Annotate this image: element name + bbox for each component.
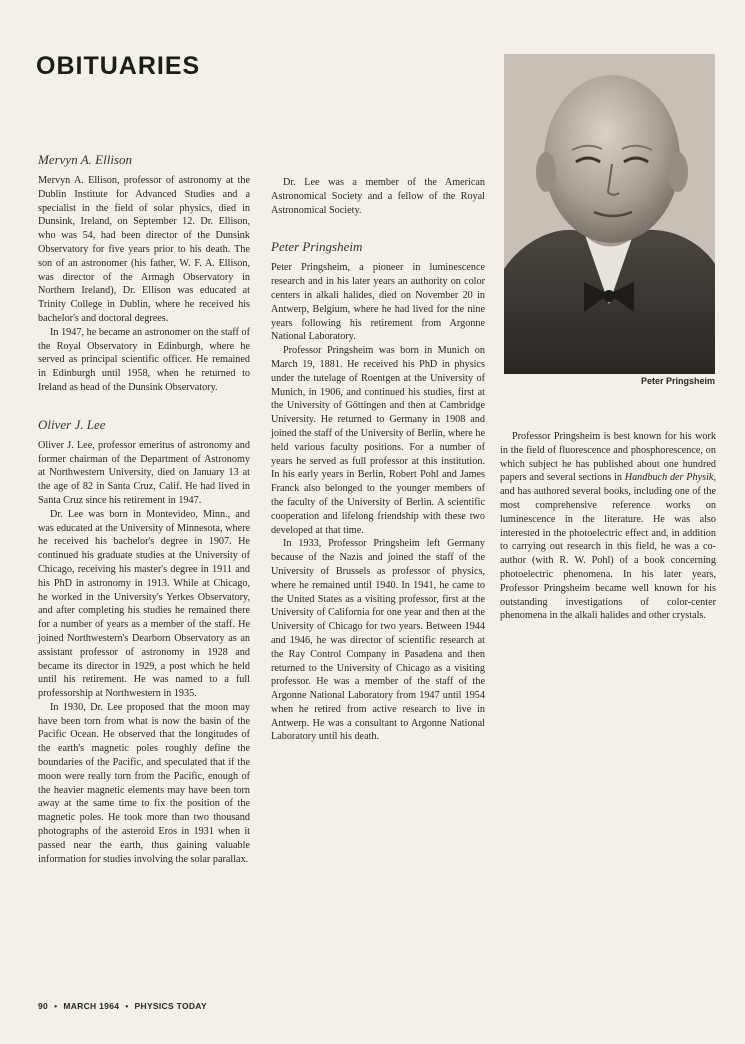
footer-separator-2: • (125, 1001, 129, 1011)
lee-paragraph-4: Dr. Lee was a member of the American Astronomical Society and a fellow of the Royal Astronomical Society. (271, 177, 485, 216)
section-title: OBITUARIES (36, 52, 201, 80)
book-title: Handbuch der Physik (624, 472, 714, 484)
lee-paragraph-3: In 1930, Dr. Lee proposed that the moon may have been torn from what is now the basin of the Pacific Ocean. He observed that the longitudes of the earth's magnetic poles roughly define the boundaries of the Pacific, and speculated that if the moon were really torn from the Pacific, enough of the heavier magnetic elements may have been torn away at the same time to fix the position of the magnetic poles. He took more than two thousand photographs of the asteroid Eros in 1931 when it passed near the earth, thus gaining valuable information for studies involving the solar parallax. (38, 701, 250, 865)
column-middle (271, 176, 485, 744)
column-right (500, 430, 716, 623)
ellison-paragraph-2: In 1947, he became an astronomer on the staff of the Royal Observatory in Edinburgh, where he served as principal scientific officer. He remained in Edinburgh until 1958, when he returned to Ireland as head of the Dunsink Observatory. (38, 326, 250, 393)
footer-separator-1: • (54, 1001, 58, 1011)
lee-paragraph-2: Dr. Lee was born in Montevideo, Minn., and was educated at the University of Minnesota, where he received his bachelor's degree in 1907. He continued his graduate studies at the University of Chicago, receiving his master's degree in 1911 and his PhD in astronomy in 1913. While at Chicago, he worked in the University's Yerkes Observatory, and after completing his studies he remained there for a number of years as a member of the staff. He joined Northwestern's Dearborn Observatory as an assistant professor of astronomy in 1928 and became its director in 1929, a post which he held until his retirement. He was named to a full professorship at Northwestern in 1935. (38, 508, 250, 700)
pringsheim-p4-part-a: Professor Pringsheim is best known for his work in the field of fluorescence and phosphorescence, on which subject he has published about one hundred papers and several sections in (500, 431, 716, 484)
column-left (38, 152, 250, 866)
ellison-paragraph-1: Mervyn A. Ellison, professor of astronomy at the Dublin Institute for Advanced Studies and a specialist in the field of solar physics, died in Dunsink, Ireland, on September 12. Dr. Ellison, who was 54, had been director of the Dunsink Observatory for five years prior to his death. The son of an astronomer (his father, W. F. A. Ellison, was director of the Armagh Observatory in Northern Ireland), Dr. Ellison was educated at Trinity College in Dublin, where he received his bachelor's and doctoral degrees. (38, 175, 250, 324)
heading-lee: Oliver J. Lee (38, 416, 106, 432)
photo-caption: Peter Pringsheim (640, 376, 715, 386)
pringsheim-paragraph-4 (500, 430, 716, 623)
lee-paragraph-1: Oliver J. Lee, professor emeritus of astronomy and former chairman of the Department of Astronomy at Northwestern University, died on January 13 at the age of 82 in Santa Cruz, Calif. He had lived in Santa Cruz since his retirement in 1947. (38, 439, 250, 506)
page-footer (38, 1001, 207, 1011)
pringsheim-paragraph-2: Professor Pringsheim was born in Munich on March 19, 1881. He received his PhD in physics under the tutelage of Roentgen at the University of Munich, in 1906, and continued his studies, first at the University of Göttingen and then at Cambridge University. He returned to Germany in 1908 and joined the staff of the University of Berlin, where he held various faculty positions. For a number of years he served as full professor at this institution. In his early years in Berlin, Robert Pohl and James Franck also belonged to the younger members of the faculty of the University of Berlin. A scientific cooperation and lifelong friendship with these two developed at that time. (271, 345, 485, 536)
pringsheim-paragraph-1: Peter Pringsheim, a pioneer in luminescence research and in his later years an authority on color centers in alkali halides, died on November 20 in Antwerp, Belgium, where he had lived for the nine years following his retirement from Argonne National Laboratory. (271, 262, 485, 343)
pringsheim-p4-part-b: , and has authored several books, including one of the most comprehensive reference works on luminescence in the literature. He was also interested in the photoelectric effect and, in addition to carrying out research in this field, he was a co-author (with R. W. Pohl) of a book concerning photoelectric phenomena. In his later years, Professor Pringsheim became well known for his outstanding investigations of color-center phenomena in the alkali halides and other crystals. (500, 472, 716, 622)
footer-date: MARCH 1964 (63, 1001, 120, 1011)
heading-pringsheim: Peter Pringsheim (271, 239, 363, 255)
footer-page-number: 90 (38, 1001, 49, 1011)
pringsheim-paragraph-3: In 1933, Professor Pringsheim left Germany because of the Nazis and joined the staff of the University of Brussels as professor of physics, where he remained until 1940. In 1941, he came to the United States as a visiting professor, first at the University of California for one year and then at the University of Chicago for two years. Between 1944 and 1946, he was director of scientific research at the Ray Control Company in Pasadena and then returned to the University of Chicago as a visiting professor. He was a member of the staff of the Argonne National Laboratory from 1947 until 1954 when he retired from active research to live in Antwerp. He was a consultant to Argonne National Laboratory until his death. (271, 538, 485, 743)
portrait-photo (504, 54, 715, 374)
footer-publication: PHYSICS TODAY (134, 1001, 207, 1011)
heading-ellison: Mervyn A. Ellison (38, 152, 132, 167)
portrait-illustration (504, 54, 715, 374)
